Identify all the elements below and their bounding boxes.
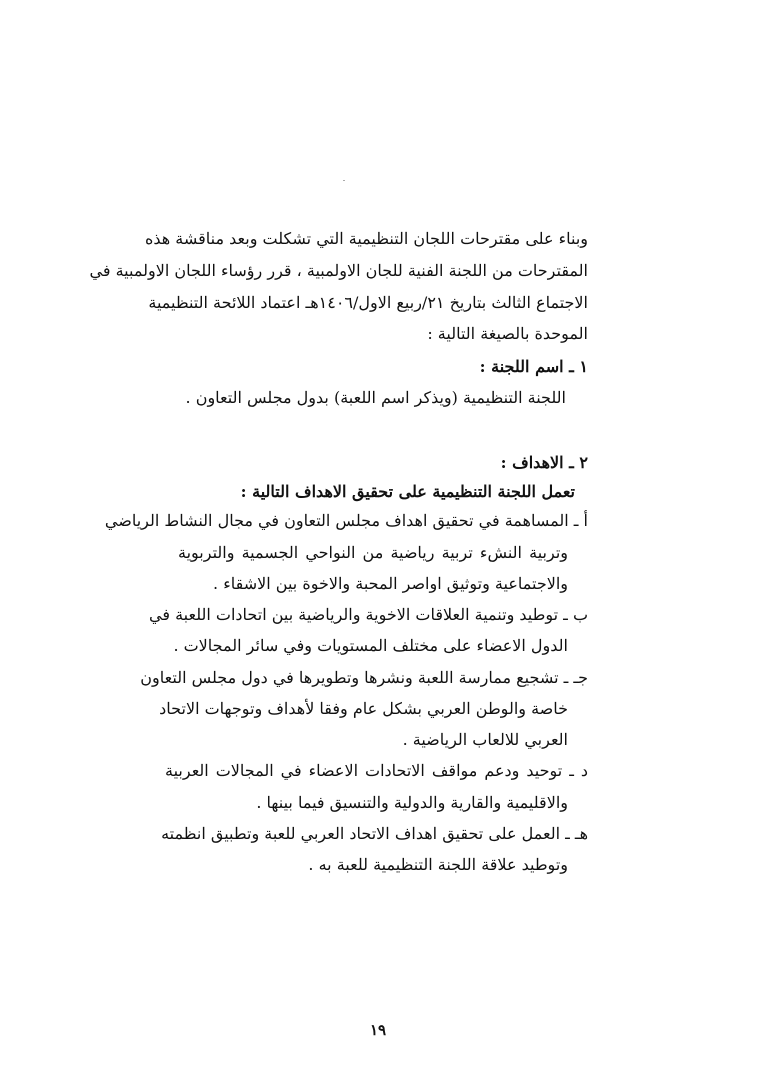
goal-e-line: هـ ـ العمل على تحقيق اهداف الاتحاد العربي للعبة وتطبيق انظمته <box>161 824 588 843</box>
section-2-intro: تعمل اللجنة التنظيمية على تحقيق الاهداف التالية : <box>240 482 575 501</box>
section-2-heading: ٢ ـ الاهداف : <box>500 453 588 472</box>
goal-d-line: د ـ توحيد ودعم مواقف الاتحادات الاعضاء في المجالات العربية <box>165 761 588 780</box>
goal-b-line: ب ـ توطيد وتنمية العلاقات الاخوية والرياضية بين اتحادات اللعبة في <box>149 605 588 624</box>
goal-e-line: وتوطيد علاقة اللجنة التنظيمية للعبة به . <box>308 855 568 874</box>
goal-b-line: الدول الاعضاء على مختلف المستويات وفي سائر المجالات . <box>173 636 568 655</box>
goal-a-line: والاجتماعية وتوثيق اواصر المحبة والاخوة بين الاشقاء . <box>213 574 568 593</box>
page-number: ١٩ <box>370 1021 387 1039</box>
intro-line: وبناء على مقترحات اللجان التنظيمية التي تشكلت وبعد مناقشة هذه <box>144 229 588 248</box>
goal-c-line: العربي للالعاب الرياضية . <box>402 730 568 749</box>
scan-speck <box>343 180 345 181</box>
intro-line: الاجتماع الثالث بتاريخ ٢١/ربيع الاول/١٤٠٦هـ اعتماد اللائحة التنظيمية <box>148 293 588 312</box>
goal-a-line: وتربية النشء تربية رياضية من النواحي الجسمية والتربوية <box>178 543 569 562</box>
section-1-heading: ١ ـ اسم اللجنة : <box>479 357 588 376</box>
goal-d-line: والاقليمية والقارية والدولية والتنسيق فيما بينها . <box>256 793 568 812</box>
goal-a-line: أ ـ المساهمة في تحقيق اهداف مجلس التعاون في مجال النشاط الرياضي <box>104 511 588 530</box>
intro-line: الموحدة بالصيغة التالية : <box>427 324 588 343</box>
goal-c-line: جـ ـ تشجيع ممارسة اللعبة ونشرها وتطويرها في دول مجلس التعاون <box>140 668 588 687</box>
section-1-body: اللجنة التنظيمية (ويذكر اسم اللعبة) بدول مجلس التعاون . <box>185 388 566 407</box>
goal-c-line: خاصة والوطن العربي بشكل عام وفقا لأهداف وتوجهات الاتحاد <box>159 699 568 718</box>
intro-line: المقترحات من اللجنة الفنية للجان الاولمبية ، قرر رؤساء اللجان الاولمبية في <box>89 261 588 280</box>
